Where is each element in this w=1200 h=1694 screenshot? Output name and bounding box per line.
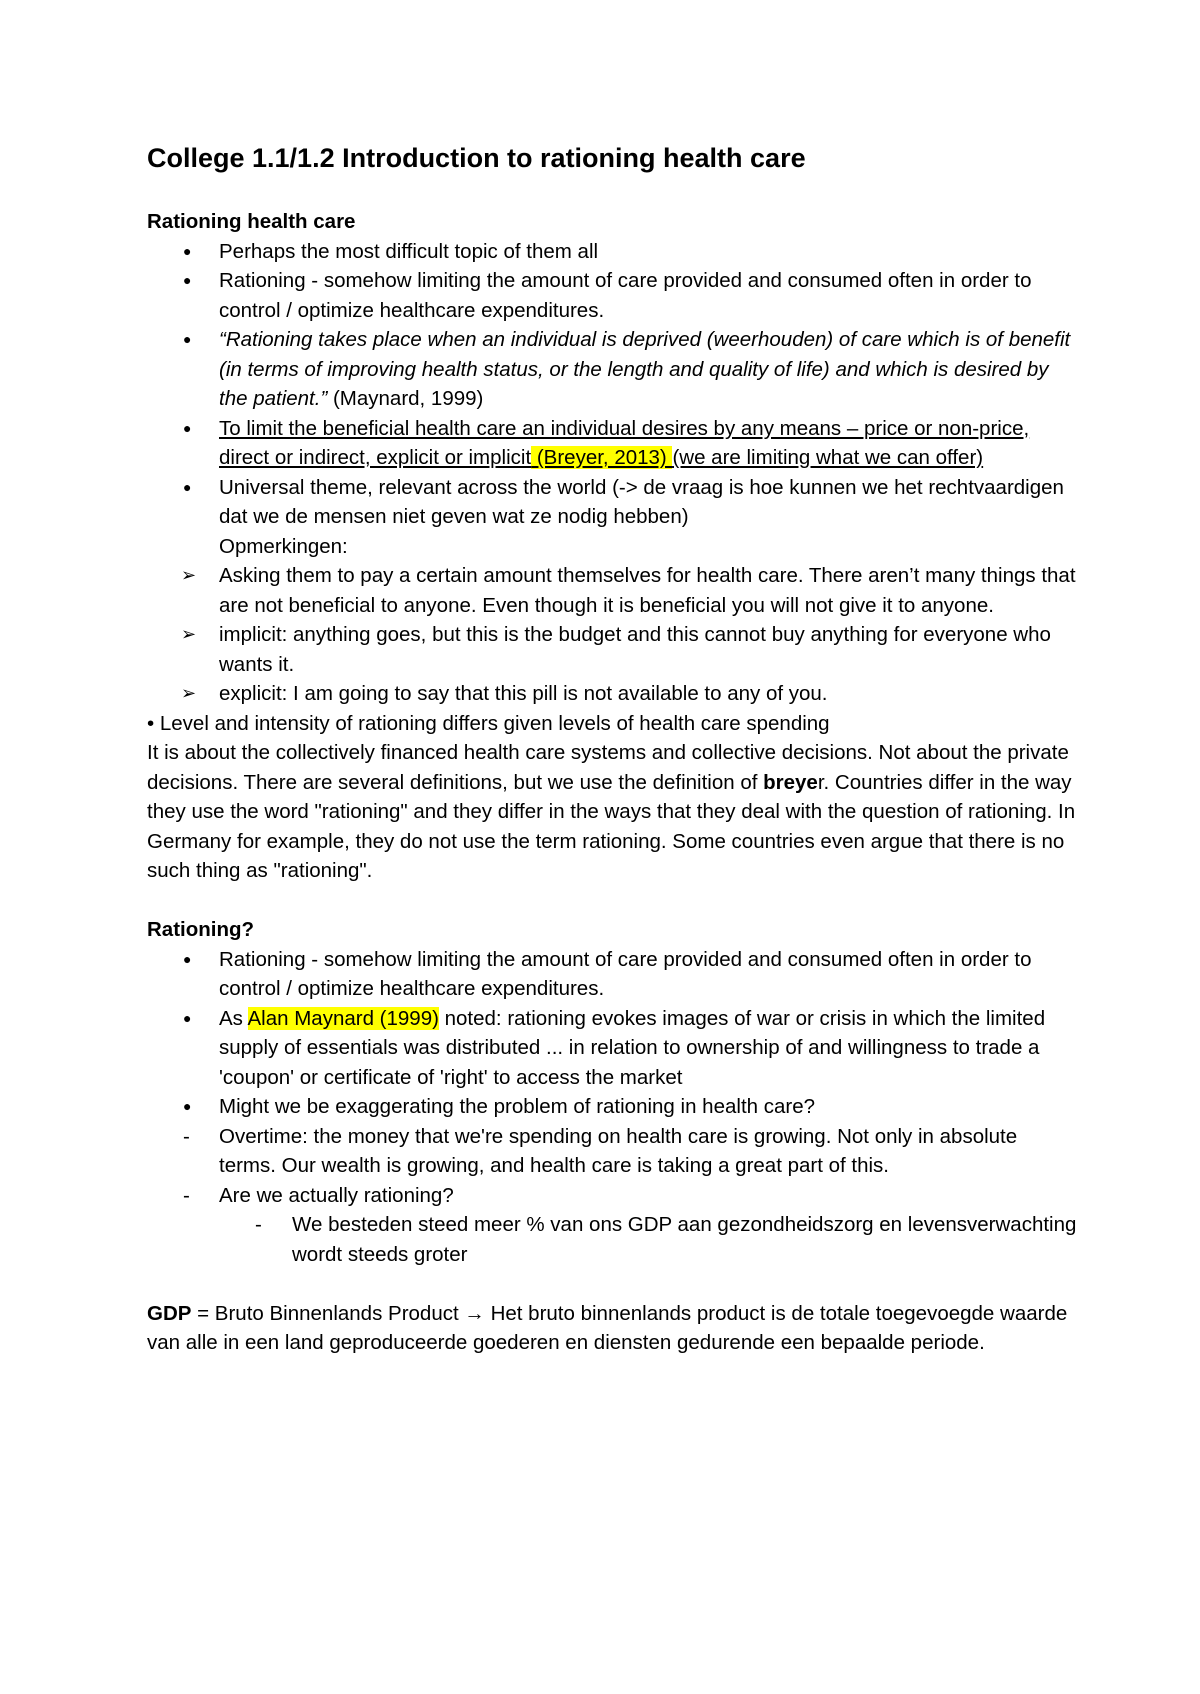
list-item-text: Are we actually rationing? [219,1183,454,1207]
list-item [147,266,1077,325]
list-item-text: noted: rationing evokes images of war or crisis in which the limited supply of essentials was distributed ... in relation to ownership of and willingness to trade a 'coupon' or certificate of 'right' to access the market [219,1006,1046,1089]
gdp-term: GDP [147,1301,192,1325]
arrow-bullet-icon: ➢ [181,624,197,644]
definition-note: (we are limiting what we can offer) [672,446,984,469]
list-item [147,325,1077,414]
list-item-text: Might we be exaggerating the problem of rationing in health care? [219,1095,816,1118]
list-item-text: Asking them to pay a certain amount themselves for health care. There aren’t many things that are not beneficial to anyone. Even though it is beneficial you will not give it to anyone. [219,564,1076,617]
bold-term: breye [763,770,818,794]
list-item-text: Universal theme, relevant across the world (-> de vraag is hoe kunnen we het rechtvaardigen dat we de mensen niet geven wat ze nodig hebben) [219,475,1064,528]
list-item-text: Rationing - somehow limiting the amount of care provided and consumed often in order to control / optimize healthcare expenditures. [219,269,1032,322]
bullet-icon: ● [183,950,192,967]
spacer [147,886,1077,916]
document-body [147,140,1077,1358]
underlined-definition [219,417,1029,470]
arrow-bullet-icon: ➢ [181,683,197,703]
bullet-icon: ● [183,331,192,347]
list-item [147,620,1077,679]
gdp-definition [147,1299,1077,1358]
page-title: College 1.1/1.2 Introduction to rationing health care [147,143,806,173]
paragraph-text: r. Countries differ in the way they use the word "rationing" and they differ in the ways that they deal with the question of rationing. In Germany for example, they do not use the term rationing. Some countries even argue that there is no such thing as "rationing". [147,770,1076,882]
list-item [147,1004,1077,1093]
list-item-text: Overtime: the money that we're spending on health care is growing. Not only in absolute terms. Our wealth is growing, and health care is taking a great part of this. [219,1124,1018,1177]
list-item [147,679,1077,709]
section-heading-rationing-health-care: Rationing health care [147,210,356,233]
highlighted-reference: Alan Maynard (1999) [247,1006,439,1030]
list-item-text: explicit: I am going to say that this pill is not available to any of you. [219,682,828,705]
list-item-text: We besteden steed meer % van ons GDP aan gezondheidszorg en levensverwachting wordt steeds groter [292,1213,1077,1266]
section-heading-rationing: Rationing? [147,918,255,941]
paragraph-text: It is about the collectively financed health care systems and collective decisions. Not about the private decisions. There are several definitions, but we use the definition of [147,741,1069,794]
list-item [147,1092,1077,1122]
definition-text: To limit the beneficial health care an individual desires by any means – price or non-price, direct or indirect, explicit or implicit [219,416,1030,469]
bullet-icon: ● [183,419,192,436]
list-item [147,561,1077,620]
list-item-text: Perhaps the most difficult topic of them all [219,239,599,263]
list-item [147,237,1077,267]
bullet-icon: ● [183,1098,192,1114]
paragraph [147,738,1077,886]
list-item [147,414,1077,473]
quote-text: “Rationing takes place when an individual is deprived (weerhouden) of care which is of benefit (in terms of improving health status, or the length and quality of life) and which is desired by the patient.” [219,328,1071,410]
gdp-definition-text: = Bruto Binnenlands Product → Het bruto binnenlands product is de totale toegevoegde waarde van alle in een land geproduceerde goederen en diensten gedurende een bepaalde periode. [147,1301,1068,1354]
bullet-icon: ● [183,242,192,259]
list-item-text: Rationing - somehow limiting the amount of care provided and consumed often in order to control / optimize healthcare expenditures. [219,947,1032,1000]
list-item [147,1122,1077,1181]
spacer [147,1269,1077,1299]
list-item [147,1181,1077,1211]
dash-bullet-icon: - [183,1124,190,1148]
list-item-text: As [219,1006,248,1030]
highlighted-reference: (Breyer, 2013) [531,446,673,469]
dash-bullet-icon: - [255,1213,262,1236]
bullet-icon: ● [183,1009,192,1026]
list-item-text: implicit: anything goes, but this is the budget and this cannot buy anything for everyone who wants it. [219,623,1051,676]
bullet-icon: ● [183,478,192,495]
bullet-icon: ● [183,272,192,288]
list-item [147,945,1077,1004]
level-note: • Level and intensity of rationing differs given levels of health care spending [147,711,830,735]
citation: (Maynard, 1999) [327,387,484,410]
arrow-bullet-icon: ➢ [181,565,197,585]
dash-bullet-icon: - [183,1183,190,1207]
notes-label: Opmerkingen: [219,534,348,558]
sub-list-item [147,1210,1077,1269]
list-item [147,473,1077,562]
